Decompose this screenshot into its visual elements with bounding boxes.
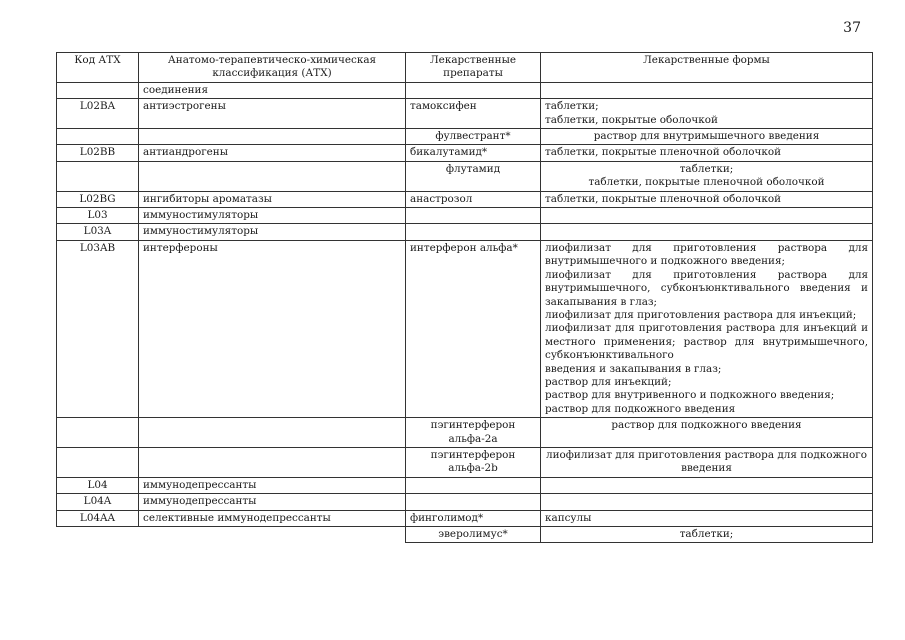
form-line: таблетки; — [545, 100, 599, 113]
cell-drug — [406, 82, 541, 98]
table-row — [57, 191, 873, 207]
cell-forms — [541, 161, 873, 191]
cell-code: L04A — [57, 494, 139, 510]
cell-code: L03AB — [57, 240, 139, 417]
form-line: таблетки, покрытые пленочной оболочкой — [588, 176, 825, 189]
table-row — [57, 82, 873, 98]
cell-forms — [541, 240, 873, 417]
cell-forms — [541, 510, 873, 526]
cell-code: L02BB — [57, 145, 139, 161]
cell-forms — [541, 129, 873, 145]
header-code: Код АТХ — [57, 53, 139, 83]
table-row — [57, 527, 873, 543]
cell-code: L02BA — [57, 99, 139, 129]
cell-classification — [139, 447, 406, 477]
cell-classification: антиэстрогены — [139, 99, 406, 129]
cell-drug — [406, 208, 541, 224]
header-classification: Анатомо-терапевтическо-химическая классификация (АТХ) — [139, 53, 406, 83]
cell-drug: фулвестрант* — [406, 129, 541, 145]
form-line: раствор для внутривенного и подкожного введения; — [545, 389, 835, 402]
form-line: лиофилизат для приготовления раствора для инъекций; — [545, 308, 857, 321]
cell-classification — [139, 418, 406, 448]
cell-forms — [541, 191, 873, 207]
form-line: лиофилизат для приготовления раствора для внутримышечного и подкожного введения; — [545, 241, 868, 268]
cell-forms — [541, 477, 873, 493]
cell-code: L04AA — [57, 510, 139, 526]
cell-drug: пэгинтерферон альфа-2a — [406, 418, 541, 448]
cell-drug: флутамид — [406, 161, 541, 191]
cell-code — [57, 527, 139, 543]
table-row — [57, 240, 873, 417]
cell-classification — [139, 129, 406, 145]
cell-forms — [541, 527, 873, 543]
form-line: введения и закапывания в глаз; — [545, 362, 722, 375]
cell-code — [57, 161, 139, 191]
cell-forms — [541, 145, 873, 161]
table-row — [57, 510, 873, 526]
cell-drug: интерферон альфа* — [406, 240, 541, 417]
cell-classification — [139, 161, 406, 191]
cell-code — [57, 82, 139, 98]
cell-forms — [541, 224, 873, 240]
form-line: раствор для подкожного введения — [545, 402, 736, 415]
form-line: таблетки, покрытые пленочной оболочкой — [545, 192, 782, 205]
cell-drug — [406, 224, 541, 240]
cell-forms — [541, 447, 873, 477]
cell-drug: анастрозол — [406, 191, 541, 207]
cell-classification — [139, 527, 406, 543]
cell-drug: финголимод* — [406, 510, 541, 526]
form-line: таблетки, покрытые оболочкой — [545, 113, 718, 126]
atx-table — [56, 52, 873, 543]
cell-forms — [541, 418, 873, 448]
cell-classification: антиандрогены — [139, 145, 406, 161]
form-line: раствор для подкожного введения — [611, 419, 802, 432]
form-line: лиофилизат для приготовления раствора для инъекций и местного применения; раствор для внутримышечного, субконъюнктивального — [545, 322, 868, 362]
cell-classification: соединения — [139, 82, 406, 98]
form-line: лиофилизат для приготовления раствора для подкожного введения — [546, 448, 867, 475]
cell-drug: пэгинтерферон альфа-2b — [406, 447, 541, 477]
table-row — [57, 477, 873, 493]
cell-classification: ингибиторы ароматазы — [139, 191, 406, 207]
cell-forms — [541, 82, 873, 98]
cell-drug: тамоксифен — [406, 99, 541, 129]
header-drugs: Лекарственные препараты — [406, 53, 541, 83]
header-forms: Лекарственные формы — [541, 53, 873, 83]
cell-code: L03A — [57, 224, 139, 240]
cell-forms — [541, 208, 873, 224]
table-header-row — [57, 53, 873, 83]
cell-classification: иммуностимуляторы — [139, 208, 406, 224]
form-line: таблетки, покрытые пленочной оболочкой — [545, 146, 782, 159]
table-row — [57, 494, 873, 510]
cell-classification: иммунодепрессанты — [139, 494, 406, 510]
table-row — [57, 224, 873, 240]
cell-code: L03 — [57, 208, 139, 224]
table-row — [57, 99, 873, 129]
page-number: 37 — [843, 20, 861, 36]
table-row — [57, 447, 873, 477]
table-row — [57, 129, 873, 145]
table-row — [57, 208, 873, 224]
cell-forms — [541, 494, 873, 510]
cell-code — [57, 418, 139, 448]
table-row — [57, 418, 873, 448]
cell-drug: бикалутамид* — [406, 145, 541, 161]
form-line: таблетки; — [679, 528, 734, 540]
form-line: раствор для внутримышечного введения — [593, 130, 820, 143]
cell-classification: иммунодепрессанты — [139, 477, 406, 493]
cell-drug — [406, 494, 541, 510]
table-row — [57, 145, 873, 161]
cell-drug — [406, 477, 541, 493]
form-line: капсулы — [545, 511, 592, 524]
cell-code — [57, 129, 139, 145]
cell-forms — [541, 99, 873, 129]
table-row — [57, 161, 873, 191]
cell-classification: селективные иммунодепрессанты — [139, 510, 406, 526]
cell-code: L02BG — [57, 191, 139, 207]
form-line: раствор для инъекций; — [545, 375, 672, 388]
form-line: лиофилизат для приготовления раствора для внутримышечного, субконъюнктивального введения и закапывания в глаз; — [545, 268, 868, 308]
cell-classification: интерфероны — [139, 240, 406, 417]
cell-classification: иммуностимуляторы — [139, 224, 406, 240]
form-line: таблетки; — [679, 162, 734, 175]
cell-code: L04 — [57, 477, 139, 493]
cell-drug: эверолимус* — [406, 527, 541, 543]
cell-code — [57, 447, 139, 477]
